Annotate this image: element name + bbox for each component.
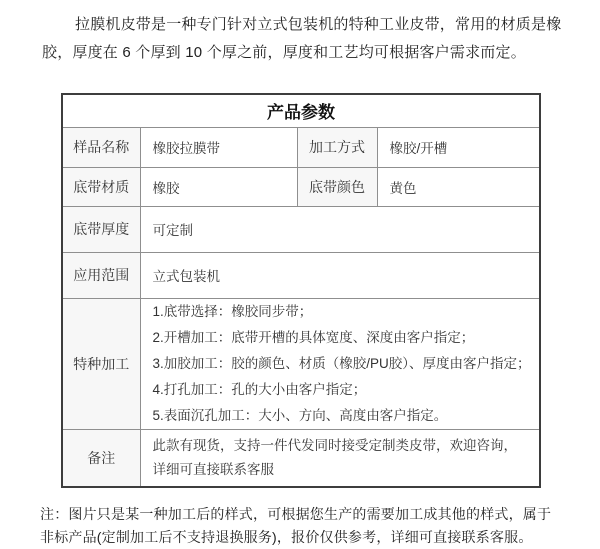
table-row-application [62, 252, 540, 298]
value-base-material: 橡胶 [140, 167, 297, 206]
label-remarks: 备注 [62, 429, 140, 487]
special-processing-line-4: 4.打孔加工：孔的大小由客户指定； [152, 381, 367, 397]
label-sample-name: 样品名称 [62, 127, 140, 167]
product-detail-page [0, 11, 600, 549]
table-row-sample-name [62, 127, 540, 167]
label-special-processing: 特种加工 [62, 298, 140, 429]
value-sample-name: 橡胶拉膜带 [140, 127, 297, 167]
intro-paragraph: 拉膜机皮带是一种专门针对立式包装机的特种工业皮带，常用的材质是橡胶，厚度在 6 个厚到 10 个厚之前，厚度和工艺均可根据客户需求而定。 [42, 16, 562, 61]
special-processing-line-2: 2.开槽加工：底带开槽的具体宽度、深度由客户指定； [152, 329, 475, 345]
label-base-color: 底带颜色 [297, 167, 377, 206]
value-base-color: 黄色 [377, 167, 540, 206]
value-processing-method: 橡胶/开槽 [377, 127, 540, 167]
value-remarks: 此款有现货，支持一件代发同时接受定制类皮带，欢迎咨询，详细可直接联系客服 [140, 429, 540, 487]
table-title: 产品参数 [62, 94, 540, 127]
special-processing-line-3: 3.加胶加工：胶的颜色、材质（橡胶/PU胶）、厚度由客户指定； [152, 355, 531, 371]
special-processing-line-5: 5.表面沉孔加工：大小、方向、高度由客户指定。 [152, 407, 448, 423]
table-row-remarks [62, 429, 540, 487]
product-parameters-table [61, 93, 541, 488]
special-processing-line-1: 1.底带选择：橡胶同步带； [152, 303, 313, 319]
value-application: 立式包装机 [140, 252, 540, 298]
label-application: 应用范围 [62, 252, 140, 298]
label-processing-method: 加工方式 [297, 127, 377, 167]
table-row-base-material [62, 167, 540, 206]
table-row-base-thickness [62, 206, 540, 252]
footnote: 注：图片只是某一种加工后的样式，可根据您生产的需要加工成其他的样式，属于非标产品(定制加工后不支持退换服务)，报价仅供参考，详细可直接联系客服。 [40, 505, 552, 545]
label-base-material: 底带材质 [62, 167, 140, 206]
value-special-processing [140, 298, 540, 429]
table-row-special-processing [62, 298, 540, 429]
value-base-thickness: 可定制 [140, 206, 540, 252]
label-base-thickness: 底带厚度 [62, 206, 140, 252]
table-header-row [62, 94, 540, 127]
